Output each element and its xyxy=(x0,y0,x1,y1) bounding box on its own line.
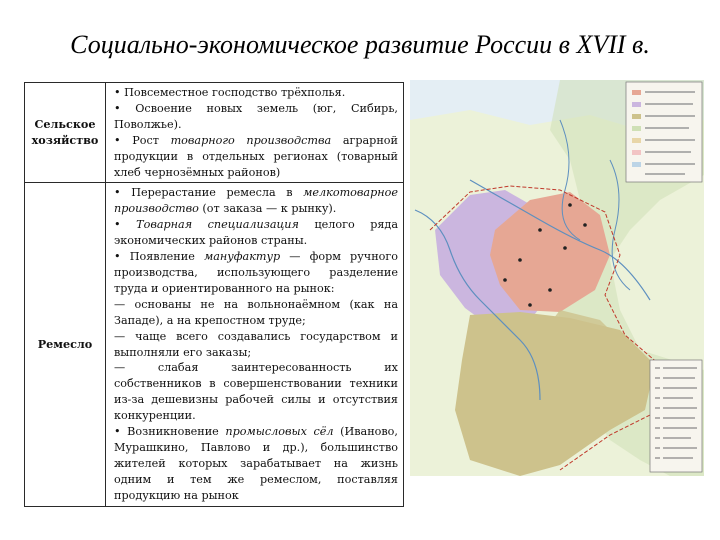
legend-swatch xyxy=(632,138,641,143)
agriculture-content xyxy=(106,83,404,183)
map-city-marker xyxy=(503,278,507,282)
table-row-crafts xyxy=(25,183,404,506)
row-label-agriculture: Сельское хозяйство xyxy=(25,83,106,183)
item-text: (Иваново, Мурашкино, Павлово и др.), большинство жителей которых зарабатывает на жизнь одним и тем же ремеслом, поставляя продукцию на рынок xyxy=(114,425,398,502)
map-city-marker xyxy=(518,258,522,262)
item-emphasis: мануфактур xyxy=(203,250,281,264)
legend-swatch xyxy=(632,102,641,107)
item-text: целого ряда экономических районов страны. xyxy=(114,218,398,248)
item-emphasis: Товарная специализация xyxy=(136,218,299,232)
map-city-marker xyxy=(583,223,587,227)
crafts-content xyxy=(106,183,404,506)
legend-swatch xyxy=(632,150,641,155)
item-emphasis: товарного производства xyxy=(170,133,332,147)
map-city-marker xyxy=(563,246,567,250)
crafts-item xyxy=(114,424,398,504)
legend-swatch xyxy=(632,114,641,119)
legend-swatch xyxy=(632,126,641,131)
item-text: (от заказа — к рынку). xyxy=(198,202,337,216)
map-city-marker xyxy=(548,288,552,292)
item-text: аграрной продукции в отдельных регионах (товарный хлеб чернозёмных районов) xyxy=(114,133,398,179)
item-text: • Возникновение xyxy=(114,425,226,439)
item-emphasis: мелкотоварное производство xyxy=(114,186,398,216)
item-text: • Рост xyxy=(114,133,171,147)
agriculture-item: • Повсеместное господство трёхполья. xyxy=(114,86,346,99)
map-city-marker xyxy=(538,228,542,232)
row-label-crafts: Ремесло xyxy=(25,183,106,506)
crafts-item xyxy=(114,217,398,249)
page-title: Социально-экономическое развитие России в XVII в. xyxy=(70,30,650,59)
map-city-marker xyxy=(528,303,532,307)
agriculture-item xyxy=(114,133,398,181)
item-text: — форм ручного производства, использующего разделение труда и ориентированного на рынок: xyxy=(114,250,398,295)
item-text: • Перерастание ремесла в xyxy=(114,186,304,200)
economy-table xyxy=(24,82,404,507)
crafts-item: — чаще всего создавались государством и выполняли его заказы; xyxy=(114,329,398,359)
legend-swatch xyxy=(632,90,641,95)
crafts-item xyxy=(114,249,398,297)
agriculture-item: • Освоение новых земель (юг, Сибирь, Поволжье). xyxy=(114,101,398,131)
item-text: • Появление xyxy=(114,250,204,264)
legend-swatch xyxy=(632,162,641,167)
crafts-item: — основаны не на вольнонаёмном (как на Западе), а на крепостном труде; xyxy=(114,297,398,327)
historical-map xyxy=(410,80,704,476)
map-legend-bottom xyxy=(650,360,702,472)
crafts-item xyxy=(114,185,398,217)
map-city-marker xyxy=(568,203,572,207)
item-emphasis: промысловых сёл xyxy=(225,425,334,439)
crafts-item: — слабая заинтересованность их собственников в совершенствовании техники из-за дешевизны рабочей силы и отсутствия конкуренции. xyxy=(114,361,398,423)
item-text: • xyxy=(114,218,137,232)
table-row-agriculture xyxy=(25,83,404,183)
